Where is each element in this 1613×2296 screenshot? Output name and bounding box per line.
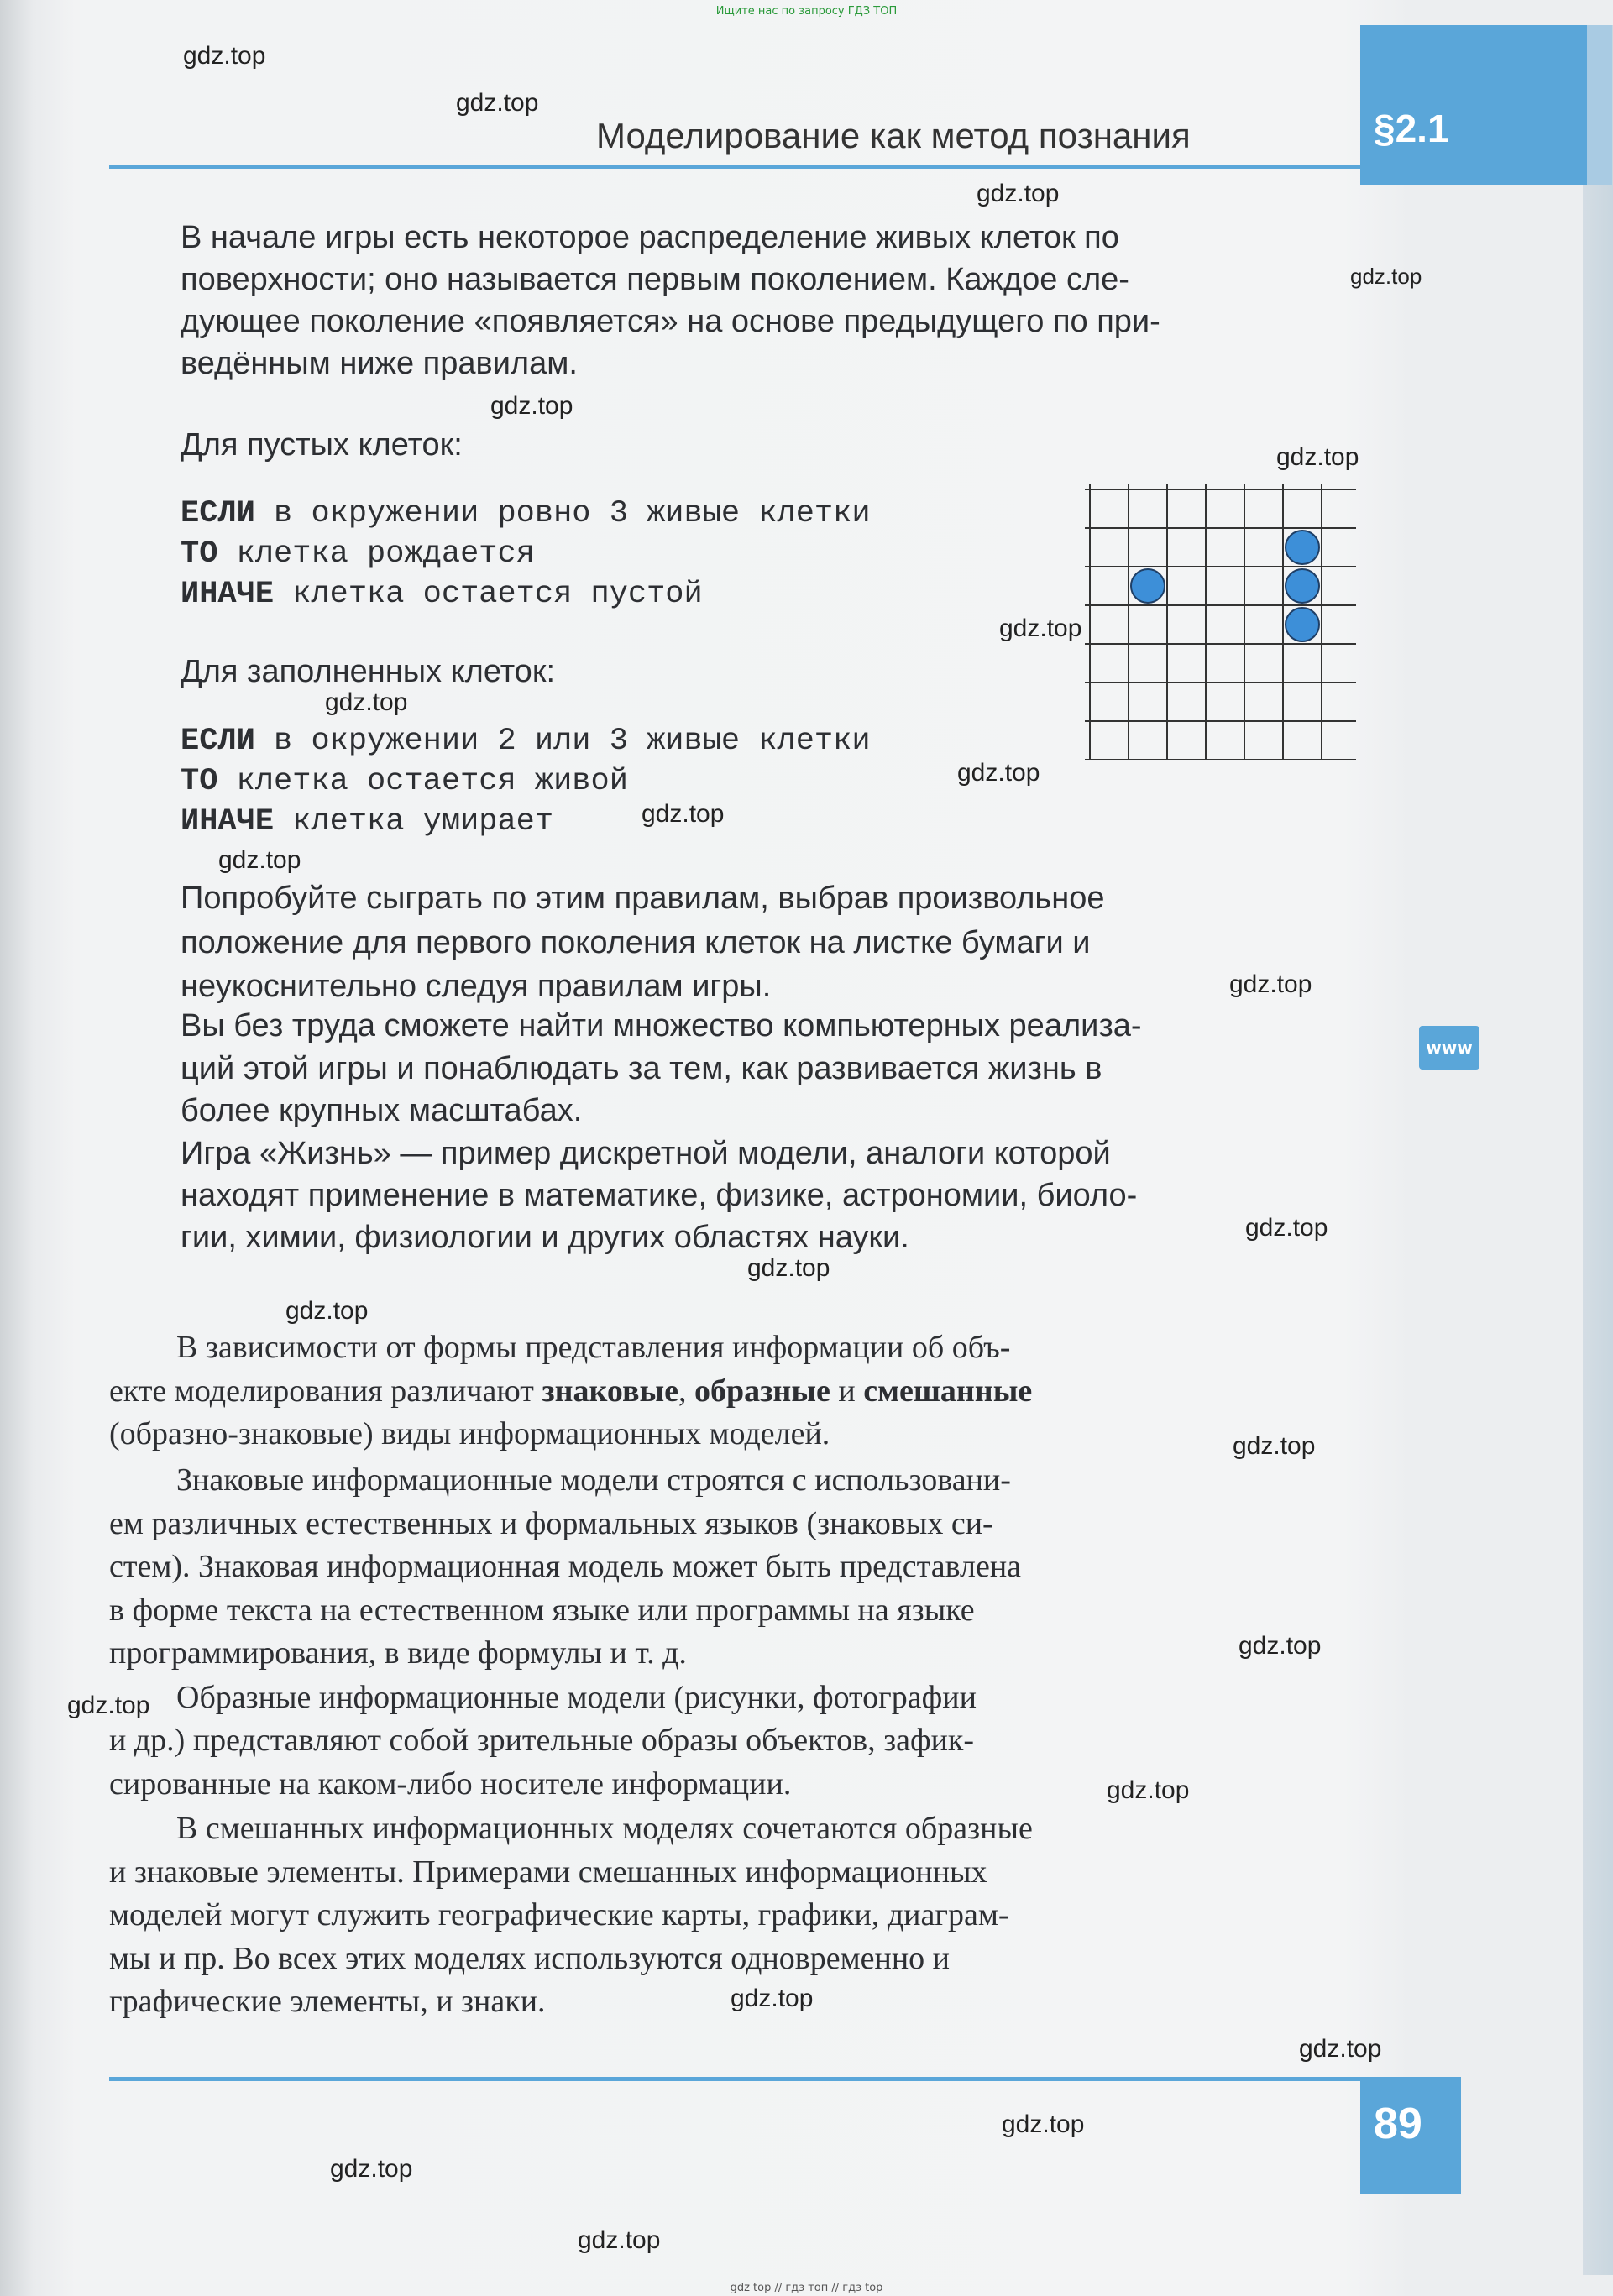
life-grid-illustration [1083, 483, 1356, 760]
body-p4-line2: и знаковые элементы. Примерами смешанных информационных [109, 1854, 987, 1890]
watermark: gdz.top [1276, 443, 1359, 471]
keyword-else: ИНАЧЕ [181, 577, 275, 612]
watermark: gdz.top [977, 180, 1060, 207]
rule-empty-else [181, 573, 703, 615]
body-p2-line1: Знаковые информационные модели строятся с использовани- [176, 1462, 1011, 1498]
try-line-3: неукоснительно следуя правилам игры. [181, 969, 772, 1004]
body-p3-line1: Образные информационные модели (рисунки, фотографии [176, 1680, 977, 1715]
keyword-then: ТО [181, 536, 218, 572]
intro-line-4: ведённым ниже правилам. [181, 346, 578, 381]
rule-text: клетка остается живой [217, 764, 628, 799]
watermark: gdz.top [1299, 2035, 1382, 2063]
page-edge-strip [1583, 25, 1613, 2275]
watermark: gdz.top [999, 615, 1082, 642]
try-line-9: гии, химии, физиологии и других областях науки. [181, 1220, 909, 1255]
try-line-1: Попробуйте сыграть по этим правилам, выбрав произвольное [181, 881, 1105, 916]
section-number: §2.1 [1374, 107, 1449, 150]
watermark: gdz.top [490, 392, 573, 420]
try-line-4: Вы без труда сможете найти множество компьютерных реализа- [181, 1008, 1142, 1043]
text-span: и [830, 1373, 864, 1409]
body-p3-line2: и др.) представляют собой зрительные образы объектов, зафик- [109, 1723, 975, 1758]
header-rule [109, 165, 1364, 169]
watermark: gdz.top [67, 1692, 150, 1719]
body-p2-line3: стем). Знаковая информационная модель может быть представлена [109, 1549, 1022, 1584]
body-p2-line2: ем различных естественных и формальных языков (знаковых си- [109, 1506, 993, 1541]
top-banner[interactable]: Ищите нас по запросу ГДЗ ТОП [715, 5, 898, 18]
keyword-if: ЕСЛИ [181, 724, 255, 759]
try-line-8: находят применение в математике, физике, астрономии, биоло- [181, 1178, 1138, 1213]
term-image: образные [694, 1373, 830, 1409]
intro-line-1: В начале игры есть некоторое распределение живых клеток по [181, 220, 1119, 255]
section-tab [1360, 25, 1612, 185]
live-cell [1131, 569, 1165, 603]
body-p4-line1: В смешанных информационных моделях сочетаются образные [176, 1811, 1033, 1846]
watermark: gdz.top [285, 1297, 369, 1325]
watermark: gdz.top [1239, 1632, 1322, 1660]
text-span: екте моделирования различают [109, 1373, 542, 1409]
keyword-if: ЕСЛИ [181, 496, 255, 531]
watermark: gdz.top [1107, 1776, 1190, 1804]
rules-empty-heading: Для пустых клеток: [181, 427, 463, 463]
keyword-then: ТО [181, 764, 218, 799]
bottom-banner: gdz top // гдз топ // гдз top [730, 2282, 883, 2294]
rule-text: клетка умирает [274, 804, 554, 839]
watermark: gdz.top [1233, 1432, 1316, 1460]
live-cell [1286, 608, 1319, 641]
page-number: 89 [1374, 2100, 1422, 2148]
body-p2-line4: в форме текста на естественном языке или программы на языке [109, 1593, 975, 1628]
rule-filled-else [181, 801, 553, 843]
chapter-title: Моделирование как метод познания [596, 116, 1191, 155]
rule-empty-then [181, 533, 535, 575]
term-mixed: смешанные [863, 1373, 1033, 1409]
rule-filled-if [181, 720, 871, 762]
watermark: gdz.top [218, 846, 301, 874]
watermark: gdz.top [1229, 970, 1312, 998]
term-sign: знаковые [542, 1373, 679, 1409]
watermark: gdz.top [957, 759, 1040, 787]
body-p1-line2 [109, 1370, 1032, 1413]
keyword-else: ИНАЧЕ [181, 804, 275, 839]
try-line-6: более крупных масштабах. [181, 1093, 583, 1128]
rule-text: в окружении 2 или 3 живые клетки [254, 724, 871, 759]
body-p1-line3: (образно-знаковые) виды информационных моделей. [109, 1416, 830, 1451]
rules-filled-heading: Для заполненных клеток: [181, 654, 555, 689]
watermark: gdz.top [1245, 1214, 1328, 1242]
watermark: gdz.top [731, 1985, 814, 2012]
watermark: gdz.top [1002, 2110, 1085, 2138]
watermark: gdz.top [183, 42, 266, 70]
intro-line-2: поверхности; оно называется первым поколением. Каждое сле- [181, 262, 1129, 297]
rule-filled-then [181, 761, 628, 803]
body-p4-line3: моделей могут служить географические карты, графики, диаграм- [109, 1897, 1009, 1933]
watermark: gdz.top [578, 2226, 661, 2254]
footer-rule [109, 2077, 1360, 2081]
www-badge[interactable]: www [1419, 1026, 1479, 1070]
body-p1-line1: В зависимости от формы представления информации об объ- [176, 1330, 1011, 1365]
live-cell [1286, 531, 1319, 564]
rule-empty-if [181, 493, 871, 535]
body-p2-line5: программирования, в виде формулы и т. д. [109, 1635, 687, 1671]
text-span: , [678, 1373, 695, 1409]
watermark: gdz.top [330, 2155, 413, 2183]
watermark: gdz.top [456, 89, 539, 117]
watermark: gdz.top [1350, 264, 1422, 289]
watermark: gdz.top [747, 1254, 830, 1282]
rule-text: клетка остается пустой [274, 577, 703, 612]
watermark: gdz.top [642, 800, 725, 828]
rule-text: клетка рождается [217, 536, 535, 572]
watermark: gdz.top [325, 688, 408, 716]
try-line-7: Игра «Жизнь» — пример дискретной модели, аналоги которой [181, 1136, 1111, 1171]
rule-text: в окружении ровно 3 живые клетки [254, 496, 871, 531]
body-p4-line4: мы и пр. Во всех этих моделях используются одновременно и [109, 1941, 951, 1976]
try-line-2: положение для первого поколения клеток на листке бумаги и [181, 925, 1091, 960]
live-cell [1286, 569, 1319, 603]
body-p3-line3: сированные на каком-либо носителе информации. [109, 1766, 792, 1802]
intro-line-3: дующее поколение «появляется» на основе предыдущего по при- [181, 304, 1160, 339]
body-p4-line5: графические элементы, и знаки. [109, 1984, 546, 2019]
try-line-5: ций этой игры и понаблюдать за тем, как развивается жизнь в [181, 1051, 1102, 1086]
